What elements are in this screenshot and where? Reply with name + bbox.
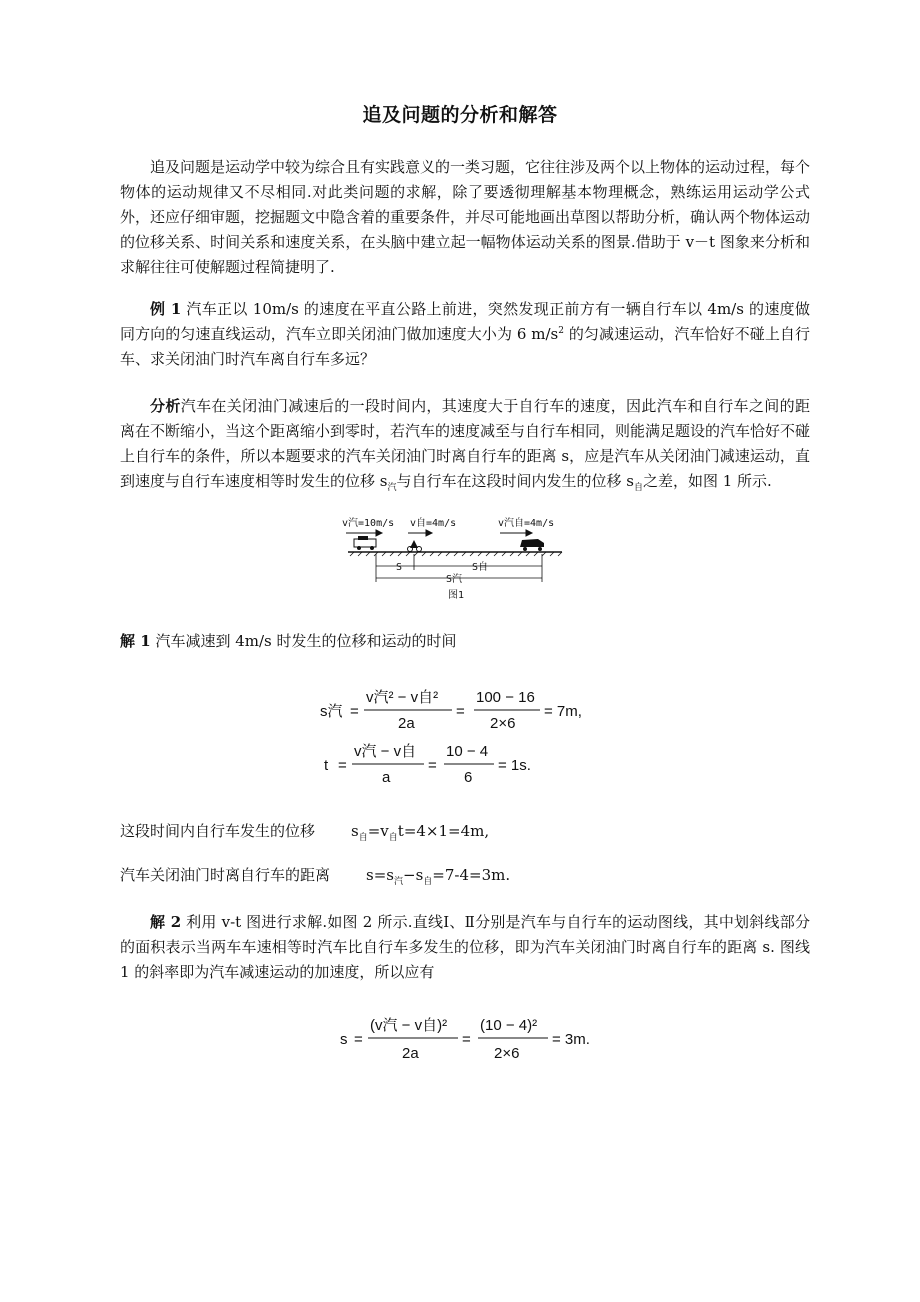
fig1-s-bike-label: S自 <box>472 562 489 573</box>
example1-text-a: 汽车正以 10m/s 的速度在平直公路上前进，突然发现正前方有一辆自行车以 4m/s 的速度做同方向的匀速直线运动，汽车立即关闭油门做加速度大小为 6 m/s <box>120 300 810 343</box>
line1-eq-sub2: 自 <box>388 833 398 843</box>
page-title: 追及问题的分析和解答 <box>362 104 558 126</box>
line1-eq-b: =v <box>367 822 389 840</box>
fig1-v-car-start: v汽=10m/s <box>342 518 395 529</box>
example1-paragraph <box>120 297 810 372</box>
solution1-distance <box>120 864 510 886</box>
example1-label: 例 1 <box>150 300 182 318</box>
solution2-text: 利用 v-t 图进行求解.如图 2 所示.直线Ⅰ、Ⅱ分别是汽车与自行车的运动图线，其中划斜线部分的面积表示当两车车速相等时汽车比自行车多发生的位移，即为汽车关闭油门时离自行车的距离 s. 图线 1 的斜率即为汽车减速运动的加速度，所以应有 <box>120 913 810 981</box>
intro-paragraph: 追及问题是运动学中较为综合且有实践意义的一类习题，它往往涉及两个以上物体的运动过程，每个物体的运动规律又不尽相同.对此类问题的求解，除了要透彻理解基本物理概念，熟练运用运动学公式外，还应仔细审题，挖掘题文中隐含着的重要条件，并尽可能地画出草图以帮助分析，确认两个物体运动的位移关系、时间关系和速度关系，在头脑中建立起一幅物体运动关系的图景.借助于 v－t 图象来分析和求解往往可使解题过程简捷明了. <box>120 158 811 276</box>
analysis-paragraph <box>120 394 810 494</box>
solution2-paragraph <box>120 910 810 985</box>
solution1-text: 汽车减速到 4m/s 时发生的位移和运动的时间 <box>150 632 457 650</box>
formula-t-frac2-num: 10 − 4 <box>446 743 489 760</box>
solution1-line2-eq <box>366 866 511 887</box>
formula-s-frac2-num: 100 − 16 <box>476 689 535 706</box>
formula2-frac2-den: 2×6 <box>494 1045 520 1062</box>
formula2-frac1-den: 2a <box>402 1045 419 1062</box>
analysis-sub2: 自 <box>633 483 643 493</box>
formula-s-lhs: s汽 <box>320 703 343 720</box>
analysis-sub1: 汽 <box>387 483 397 493</box>
formula2-lhs: s <box>340 1031 348 1048</box>
formula2-frac2-num: (10 − 4)² <box>480 1017 538 1034</box>
solution1-line2-text: 汽车关闭油门时离自行车的距离 <box>120 866 331 884</box>
figure-1-diagram <box>338 512 574 604</box>
line1-eq-sub1: 自 <box>358 833 368 843</box>
formula-s-solution2 <box>338 1012 618 1064</box>
formula-t-frac1-den: a <box>382 769 391 786</box>
formula-t-lhs: t <box>324 757 329 774</box>
fig1-car-end-icon <box>520 539 544 551</box>
formula-s-eq1: = <box>350 703 359 720</box>
fig1-s-car-label: S汽 <box>446 574 463 585</box>
solution1-bike-displacement <box>120 820 489 842</box>
fig1-v-car-end: v汽自=4m/s <box>498 518 555 529</box>
example1-text-b: 的匀减速运动，汽车恰好不碰上自行车、求关闭油门时汽车离自行车多远？ <box>120 325 810 368</box>
formula2-frac1-num: (v汽 − v自)² <box>370 1017 448 1034</box>
line2-eq-sub1: 汽 <box>393 877 403 887</box>
line2-eq-a: s=s <box>366 866 394 884</box>
formula-t-result: = 1s. <box>498 757 531 774</box>
formula-t-frac1-num: v汽 − v自 <box>354 743 417 760</box>
formula2-result: = 3m. <box>552 1031 590 1048</box>
formula-t <box>318 740 578 788</box>
analysis-text-c: 之差，如图 1 所示. <box>642 472 772 490</box>
fig1-s-label: S <box>396 562 403 573</box>
formula-s-frac1-num: v汽² − v自² <box>366 689 439 706</box>
formula2-eq1: = <box>354 1031 363 1048</box>
analysis-text-b: 与自行车在这段时间内发生的位移 s <box>396 472 634 490</box>
fig1-bicycle-icon <box>408 540 422 552</box>
formula2-eq2: = <box>462 1031 471 1048</box>
fig1-car-start-icon <box>354 536 376 550</box>
analysis-label: 分析 <box>150 397 181 415</box>
line1-eq-a: s <box>351 822 359 840</box>
line1-eq-c: t=4×1=4m, <box>397 822 490 840</box>
line2-eq-c: =7-4=3m. <box>432 866 511 884</box>
formula-s-car <box>318 686 618 734</box>
formula-t-frac2-den: 6 <box>464 769 473 786</box>
solution1-line1-eq <box>351 822 490 843</box>
fig1-velocity-arrows <box>346 530 532 536</box>
line2-eq-b: −s <box>403 866 424 884</box>
solution2-label: 解 2 <box>150 913 182 931</box>
fig1-caption: 图1 <box>448 590 465 601</box>
formula-s-eq2: = <box>456 703 465 720</box>
solution1-label: 解 1 <box>120 632 151 650</box>
formula-s-result: = 7m, <box>544 703 582 720</box>
solution1-heading <box>120 630 457 652</box>
example1-sup: 2 <box>558 326 564 336</box>
analysis-text-a: 汽车在关闭油门减速后的一段时间内，其速度大于自行车的速度，因此汽车和自行车之间的距离在不断缩小，当这个距离缩小到零时，若汽车的速度减至与自行车相同，则能满足题设的汽车恰好不碰上自行车的条件，所以本题要求的汽车关闭油门时离自行车的距离 s，应是汽车从关闭油门减速运动，直到速度与自行车速度相等时发生的位移 s <box>120 397 811 490</box>
line2-eq-sub2: 自 <box>423 877 433 887</box>
formula-s-frac2-den: 2×6 <box>490 715 516 732</box>
fig1-v-bike: v自=4m/s <box>410 518 457 529</box>
solution1-line1-text: 这段时间内自行车发生的位移 <box>120 822 316 840</box>
formula-s-frac1-den: 2a <box>398 715 415 732</box>
formula-t-eq1: = <box>338 757 347 774</box>
formula-t-eq2: = <box>428 757 437 774</box>
